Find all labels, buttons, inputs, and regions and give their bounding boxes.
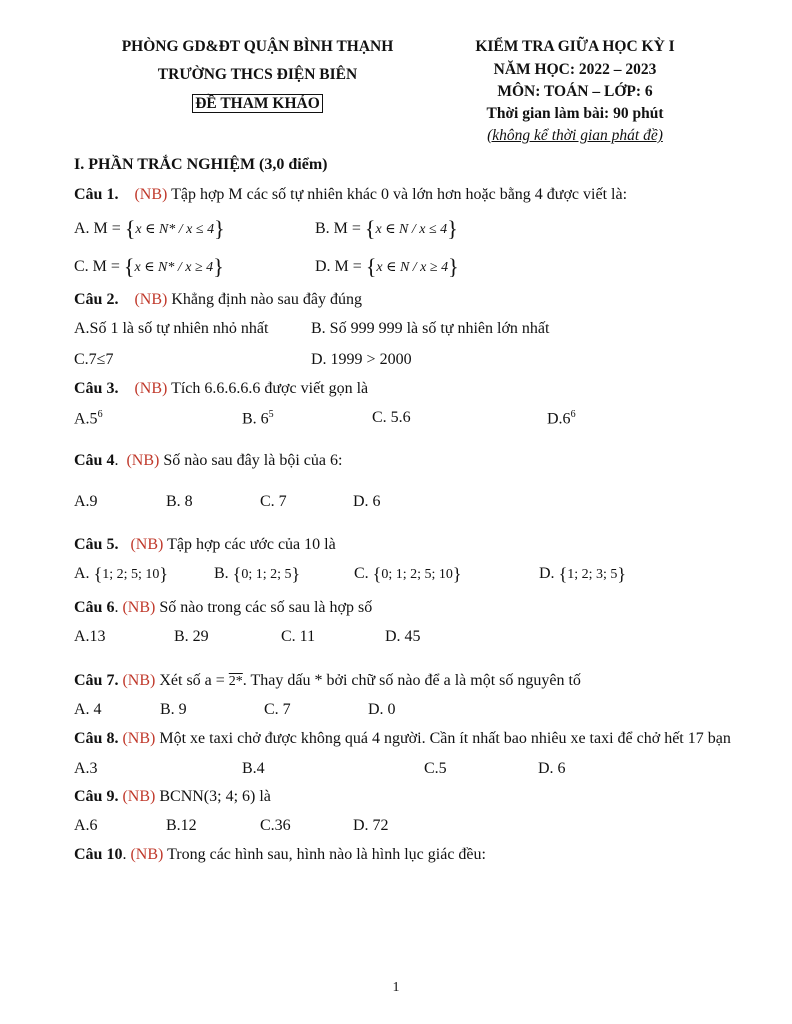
page-number: 1 — [392, 980, 400, 995]
question-8 — [74, 730, 731, 748]
level-tag: (NB) — [134, 380, 168, 397]
q7-option-c[interactable]: C. 7 — [264, 701, 291, 718]
set-expression: {x ∈ N / x ≥ 4} — [365, 254, 459, 279]
question-text: Tập hợp các ước của 10 là — [167, 536, 336, 553]
level-tag: (NB) — [122, 599, 156, 616]
q3-option-b[interactable]: B. $6^5$ — [242, 409, 274, 428]
question-label: Câu 1. — [74, 186, 119, 203]
question-9 — [74, 788, 271, 806]
q8-option-b[interactable]: B.4 — [242, 760, 265, 777]
question-label: Câu 9. — [74, 788, 119, 805]
section-title: I. PHẦN TRẮC NGHIỆM (3,0 điểm) — [74, 156, 328, 173]
q8-option-a[interactable]: A.3 — [74, 760, 98, 777]
level-tag: (NB) — [126, 452, 160, 469]
question-3 — [74, 380, 368, 398]
q9-option-a[interactable]: A.6 — [74, 817, 98, 834]
q5-option-a[interactable]: A. {1; 2; 5; 10} — [74, 564, 169, 584]
q6-option-b[interactable]: B. 29 — [174, 628, 209, 645]
question-text: Số nào sau đây là bội của 6: — [163, 452, 343, 469]
subject-grade: MÔN: TOÁN – LỚP: 6 — [497, 83, 653, 100]
duration-note-text: (không kể thời gian phát đề) — [487, 127, 663, 144]
exam-type — [105, 95, 410, 113]
question-text-continued: . Thay dấu * bởi chữ số nào để a là một số nguyên tố — [242, 672, 581, 689]
level-tag: (NB) — [130, 846, 164, 863]
question-label: Câu 6 — [74, 599, 115, 616]
question-6: Câu 6. (NB) Số nào trong các số sau là hợp số — [74, 599, 373, 616]
level-tag: (NB) — [122, 672, 156, 689]
question-7 — [74, 672, 581, 690]
question-10: Câu 10. (NB) Trong các hình sau, hình nào là hình lục giác đều: — [74, 846, 486, 863]
question-label: Câu 8. — [74, 730, 119, 747]
set-expression: {x ∈ N* / x ≤ 4} — [124, 216, 225, 241]
q2-option-c[interactable]: C.7≤7 — [74, 351, 114, 368]
exam-title: KIỂM TRA GIỮA HỌC KỲ I — [475, 38, 675, 55]
question-5 — [74, 536, 336, 554]
q1-option-a[interactable] — [74, 216, 225, 242]
question-label: Câu 3. — [74, 380, 119, 397]
level-tag: (NB) — [130, 536, 164, 553]
question-text: Tập hợp M các số tự nhiên khác 0 và lớn hơn hoặc bằng 4 được viết là: — [171, 186, 628, 203]
q6-option-d[interactable]: D. 45 — [385, 628, 421, 645]
question-2 — [74, 291, 362, 309]
question-label: Câu 7. — [74, 672, 119, 689]
school-year: NĂM HỌC: 2022 – 2023 — [493, 61, 657, 78]
question-text: Tích 6.6.6.6.6 được viết gọn là — [171, 380, 369, 397]
q4-option-c[interactable]: C. 7 — [260, 493, 287, 510]
q9-option-b[interactable]: B.12 — [166, 817, 197, 834]
question-text: BCNN(3; 4; 6) là — [159, 788, 271, 805]
exam-type-box: ĐỀ THAM KHẢO — [192, 94, 323, 113]
q7-option-d[interactable]: D. 0 — [368, 701, 396, 718]
level-tag: (NB) — [122, 788, 156, 805]
question-label: Câu 10 — [74, 846, 123, 863]
option-label: C. M = — [74, 258, 120, 275]
q5-option-b[interactable]: B. {0; 1; 2; 5} — [214, 564, 301, 584]
q1-option-c[interactable] — [74, 254, 224, 280]
q2-option-b[interactable]: B. Số 999 999 là số tự nhiên lớn nhất — [311, 320, 550, 337]
q7-option-b[interactable]: B. 9 — [160, 701, 187, 718]
q3-option-a[interactable]: $A.5^6$ — [74, 409, 103, 428]
q1-option-d[interactable] — [315, 254, 459, 280]
q2-option-a[interactable]: A.Số 1 là số tự nhiên nhỏ nhất — [74, 320, 269, 337]
q4-option-d[interactable]: D. 6 — [353, 493, 381, 510]
question-1 — [74, 186, 627, 204]
set-expression: {x ∈ N / x ≤ 4} — [364, 216, 458, 241]
overlined-number: 2* — [228, 674, 243, 689]
q8-option-c[interactable]: C.5 — [424, 760, 447, 777]
q6-option-c[interactable]: C. 11 — [281, 628, 316, 645]
level-tag: (NB) — [134, 291, 168, 308]
duration-note — [450, 127, 700, 145]
question-text: Trong các hình sau, hình nào là hình lục giác đều: — [167, 846, 486, 863]
level-tag: (NB) — [134, 186, 168, 203]
q8-option-d[interactable]: D. 6 — [538, 760, 566, 777]
q5-option-d[interactable]: D. {1; 2; 3; 5} — [539, 564, 627, 584]
question-text: Một xe taxi chở được không quá 4 người. Cần ít nhất bao nhiêu xe taxi để chở hết 17 bạn — [159, 730, 731, 747]
question-label: Câu 4 — [74, 452, 115, 469]
question-text: Số nào trong các số sau là hợp số — [159, 599, 373, 616]
question-text: Khẳng định nào sau đây đúng — [171, 291, 362, 308]
q4-option-b[interactable]: B. 8 — [166, 493, 193, 510]
q4-option-a[interactable]: A.9 — [74, 493, 98, 510]
question-4: Câu 4. (NB) Số nào sau đây là bội của 6: — [74, 452, 343, 469]
option-label: D. M = — [315, 258, 362, 275]
level-tag: (NB) — [122, 730, 156, 747]
q3-option-c[interactable]: C. 5.6 — [372, 409, 411, 426]
q9-option-d[interactable]: D. 72 — [353, 817, 389, 834]
option-label: B. M = — [315, 220, 361, 237]
q5-option-c[interactable]: C. {0; 1; 2; 5; 10} — [354, 564, 462, 584]
q1-option-b[interactable] — [315, 216, 458, 242]
dept-name: PHÒNG GD&ĐT QUẬN BÌNH THẠNH — [121, 38, 394, 55]
set-expression: {x ∈ N* / x ≥ 4} — [123, 254, 224, 279]
option-label: A. M = — [74, 220, 121, 237]
question-text: Xét số a = — [159, 672, 225, 689]
q2-option-d[interactable]: D. 1999 > 2000 — [311, 351, 412, 368]
school-name: TRƯỜNG THCS ĐIỆN BIÊN — [157, 66, 358, 83]
q3-option-d[interactable]: $D.6^6$ — [547, 409, 576, 428]
question-label: Câu 2. — [74, 291, 119, 308]
exam-duration: Thời gian làm bài: 90 phút — [486, 105, 664, 122]
q6-option-a[interactable]: A.13 — [74, 628, 106, 645]
q7-option-a[interactable]: A. 4 — [74, 701, 102, 718]
q9-option-c[interactable]: C.36 — [260, 817, 291, 834]
question-label: Câu 5. — [74, 536, 119, 553]
